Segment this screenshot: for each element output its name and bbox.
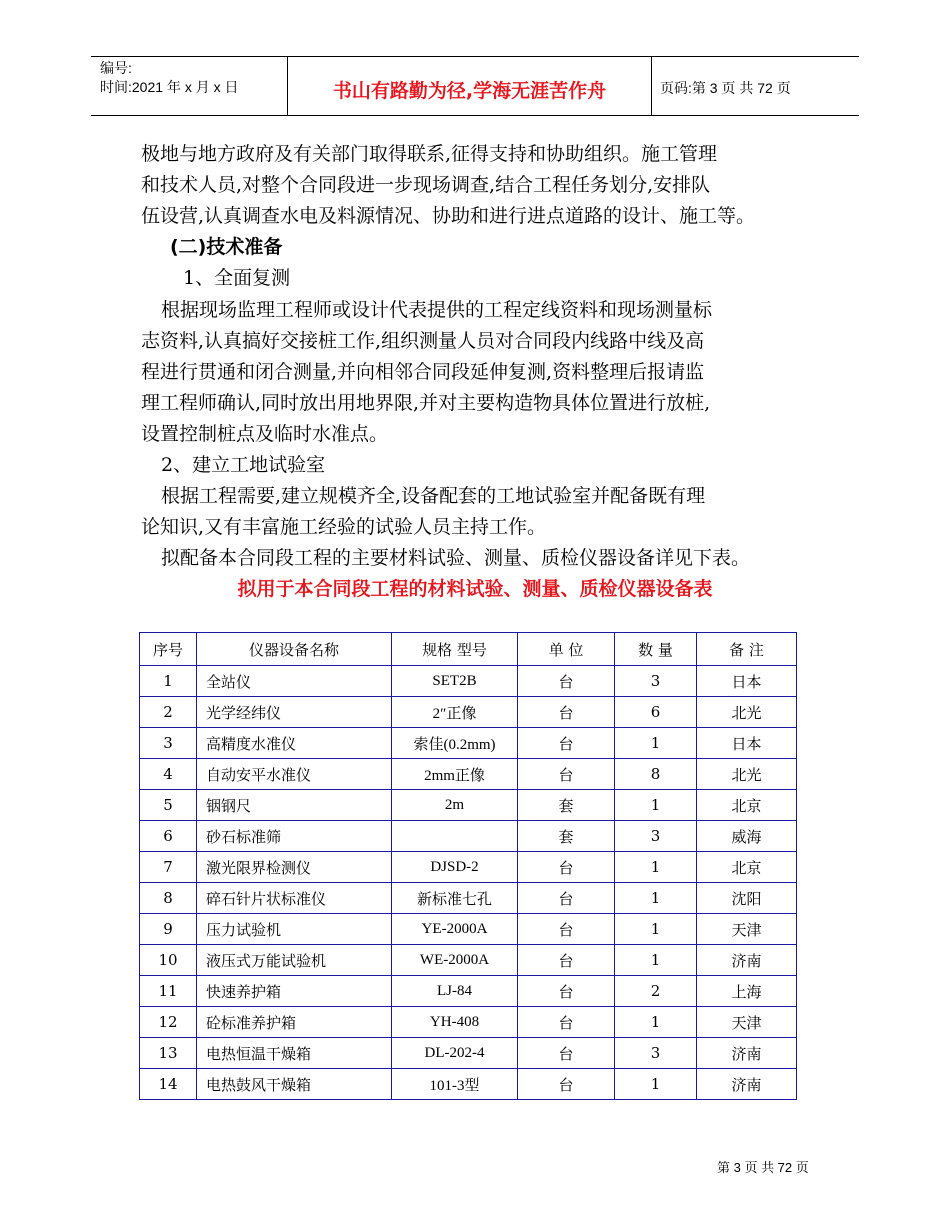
paragraph-line: 志资料,认真搞好交接桩工作,组织测量人员对合同段内线路中线及高	[141, 330, 705, 352]
header-meta	[100, 59, 238, 97]
paragraph-line: 拟配备本合同段工程的主要材料试验、测量、质检仪器设备详见下表。	[161, 547, 751, 569]
paragraph-line: 程进行贯通和闭合测量,并向相邻合同段延伸复测,资料整理后报请监	[141, 361, 705, 383]
cell-name: 全站仪	[197, 666, 392, 697]
paragraph-line: 设置控制桩点及临时水准点。	[141, 423, 389, 445]
cell-name: 激光限界检测仪	[197, 852, 392, 883]
header-qty: 数 量	[615, 633, 697, 666]
header-divider	[651, 56, 652, 116]
cell-unit: 套	[518, 790, 615, 821]
cell-no: 3	[140, 728, 197, 759]
cell-remark: 天津	[697, 914, 797, 945]
cell-unit: 台	[518, 1069, 615, 1100]
cell-no: 14	[140, 1069, 197, 1100]
cell-unit: 台	[518, 945, 615, 976]
paragraph-line: 伍设营,认真调查水电及料源情况、协助和进行进点道路的设计、施工等。	[141, 205, 756, 227]
cell-qty: 2	[615, 976, 697, 1007]
cell-no: 7	[140, 852, 197, 883]
table-header-row	[140, 633, 797, 666]
table-row	[140, 914, 797, 945]
cell-no: 12	[140, 1007, 197, 1038]
cell-unit: 套	[518, 821, 615, 852]
header-page-info: 页码:第 3 页 共 72 页	[660, 80, 791, 96]
cell-remark: 沈阳	[697, 883, 797, 914]
cell-qty: 8	[615, 759, 697, 790]
cell-qty: 3	[615, 666, 697, 697]
header-remark: 备 注	[697, 633, 797, 666]
cell-name: 铟钢尺	[197, 790, 392, 821]
table-title: 拟用于本合同段工程的材料试验、测量、质检仪器设备表	[237, 578, 713, 600]
cell-name: 高精度水准仪	[197, 728, 392, 759]
cell-remark: 北京	[697, 852, 797, 883]
serial-label: 编号:	[100, 60, 132, 76]
cell-qty: 6	[615, 697, 697, 728]
header-model: 规格 型号	[392, 633, 518, 666]
table-row	[140, 759, 797, 790]
cell-name: 电热恒温干燥箱	[197, 1038, 392, 1069]
table-row	[140, 697, 797, 728]
cell-unit: 台	[518, 728, 615, 759]
cell-no: 5	[140, 790, 197, 821]
cell-model: 101-3型	[392, 1069, 518, 1100]
cell-qty: 3	[615, 821, 697, 852]
cell-unit: 台	[518, 1038, 615, 1069]
cell-unit: 台	[518, 976, 615, 1007]
cell-model: 2m	[392, 790, 518, 821]
paragraph-line: 和技术人员,对整个合同段进一步现场调查,结合工程任务划分,安排队	[141, 174, 711, 196]
cell-name: 砂石标准筛	[197, 821, 392, 852]
cell-remark: 北京	[697, 790, 797, 821]
table-row	[140, 666, 797, 697]
cell-remark: 北光	[697, 697, 797, 728]
cell-no: 9	[140, 914, 197, 945]
paragraph-line: 极地与地方政府及有关部门取得联系,征得支持和协助组织。施工管理	[141, 143, 718, 165]
cell-qty: 1	[615, 1007, 697, 1038]
cell-model: DL-202-4	[392, 1038, 518, 1069]
cell-name: 快速养护箱	[197, 976, 392, 1007]
cell-unit: 台	[518, 914, 615, 945]
cell-model: 索佳(0.2mm)	[392, 728, 518, 759]
section-heading: (二)技术准备	[170, 236, 283, 258]
cell-name: 压力试验机	[197, 914, 392, 945]
cell-qty: 1	[615, 1069, 697, 1100]
cell-model: 2mm正像	[392, 759, 518, 790]
cell-name: 砼标准养护箱	[197, 1007, 392, 1038]
header-motto: 书山有路勤为径,学海无涯苦作舟	[332, 80, 607, 102]
header-unit: 单 位	[518, 633, 615, 666]
header-divider	[287, 56, 288, 116]
table-row	[140, 1038, 797, 1069]
table-row	[140, 852, 797, 883]
equipment-table	[139, 632, 797, 1100]
header-name: 仪器设备名称	[197, 633, 392, 666]
cell-model: 新标准七孔	[392, 883, 518, 914]
cell-name: 光学经纬仪	[197, 697, 392, 728]
cell-no: 6	[140, 821, 197, 852]
cell-no: 1	[140, 666, 197, 697]
cell-unit: 台	[518, 852, 615, 883]
cell-name: 碎石针片状标准仪	[197, 883, 392, 914]
cell-qty: 3	[615, 1038, 697, 1069]
header-bottom-rule	[91, 115, 859, 116]
cell-remark: 威海	[697, 821, 797, 852]
time-label: 时间:2021 年 x 月 x 日	[100, 79, 239, 95]
cell-qty: 1	[615, 790, 697, 821]
table-row	[140, 1069, 797, 1100]
paragraph-line: 根据工程需要,建立规模齐全,设备配套的工地试验室并配备既有理	[161, 485, 706, 507]
cell-qty: 1	[615, 728, 697, 759]
cell-qty: 1	[615, 945, 697, 976]
cell-remark: 济南	[697, 1038, 797, 1069]
cell-qty: 1	[615, 914, 697, 945]
cell-no: 13	[140, 1038, 197, 1069]
cell-name: 自动安平水准仪	[197, 759, 392, 790]
table-row	[140, 1007, 797, 1038]
cell-name: 电热鼓风干燥箱	[197, 1069, 392, 1100]
table-row	[140, 945, 797, 976]
cell-remark: 天津	[697, 1007, 797, 1038]
cell-remark: 日本	[697, 728, 797, 759]
cell-no: 4	[140, 759, 197, 790]
cell-model: YH-408	[392, 1007, 518, 1038]
cell-qty: 1	[615, 883, 697, 914]
subsection-title: 1、全面复测	[183, 267, 291, 289]
cell-model: WE-2000A	[392, 945, 518, 976]
table-row	[140, 976, 797, 1007]
cell-unit: 台	[518, 666, 615, 697]
paragraph-line: 论知识,又有丰富施工经验的试验人员主持工作。	[141, 516, 547, 538]
cell-no: 11	[140, 976, 197, 1007]
cell-model: DJSD-2	[392, 852, 518, 883]
table-row	[140, 883, 797, 914]
paragraph-line: 理工程师确认,同时放出用地界限,并对主要构造物具体位置进行放桩,	[141, 392, 711, 414]
cell-model: YE-2000A	[392, 914, 518, 945]
cell-remark: 上海	[697, 976, 797, 1007]
subsection-title: 2、建立工地试验室	[161, 454, 326, 476]
cell-no: 8	[140, 883, 197, 914]
cell-name: 液压式万能试验机	[197, 945, 392, 976]
cell-no: 2	[140, 697, 197, 728]
cell-remark: 北光	[697, 759, 797, 790]
cell-remark: 济南	[697, 945, 797, 976]
cell-remark: 济南	[697, 1069, 797, 1100]
cell-qty: 1	[615, 852, 697, 883]
cell-unit: 台	[518, 697, 615, 728]
cell-model	[392, 821, 518, 852]
cell-model: LJ-84	[392, 976, 518, 1007]
table-row	[140, 821, 797, 852]
cell-unit: 台	[518, 759, 615, 790]
paragraph-line: 根据现场监理工程师或设计代表提供的工程定线资料和现场测量标	[161, 299, 713, 321]
cell-model: SET2B	[392, 666, 518, 697]
footer-page-info: 第 3 页 共 72 页	[717, 1160, 809, 1175]
table-row	[140, 728, 797, 759]
cell-model: 2″正像	[392, 697, 518, 728]
header-top-rule	[91, 56, 859, 57]
cell-unit: 台	[518, 883, 615, 914]
header-no: 序号	[140, 633, 197, 666]
table-row	[140, 790, 797, 821]
cell-remark: 日本	[697, 666, 797, 697]
cell-no: 10	[140, 945, 197, 976]
cell-unit: 台	[518, 1007, 615, 1038]
